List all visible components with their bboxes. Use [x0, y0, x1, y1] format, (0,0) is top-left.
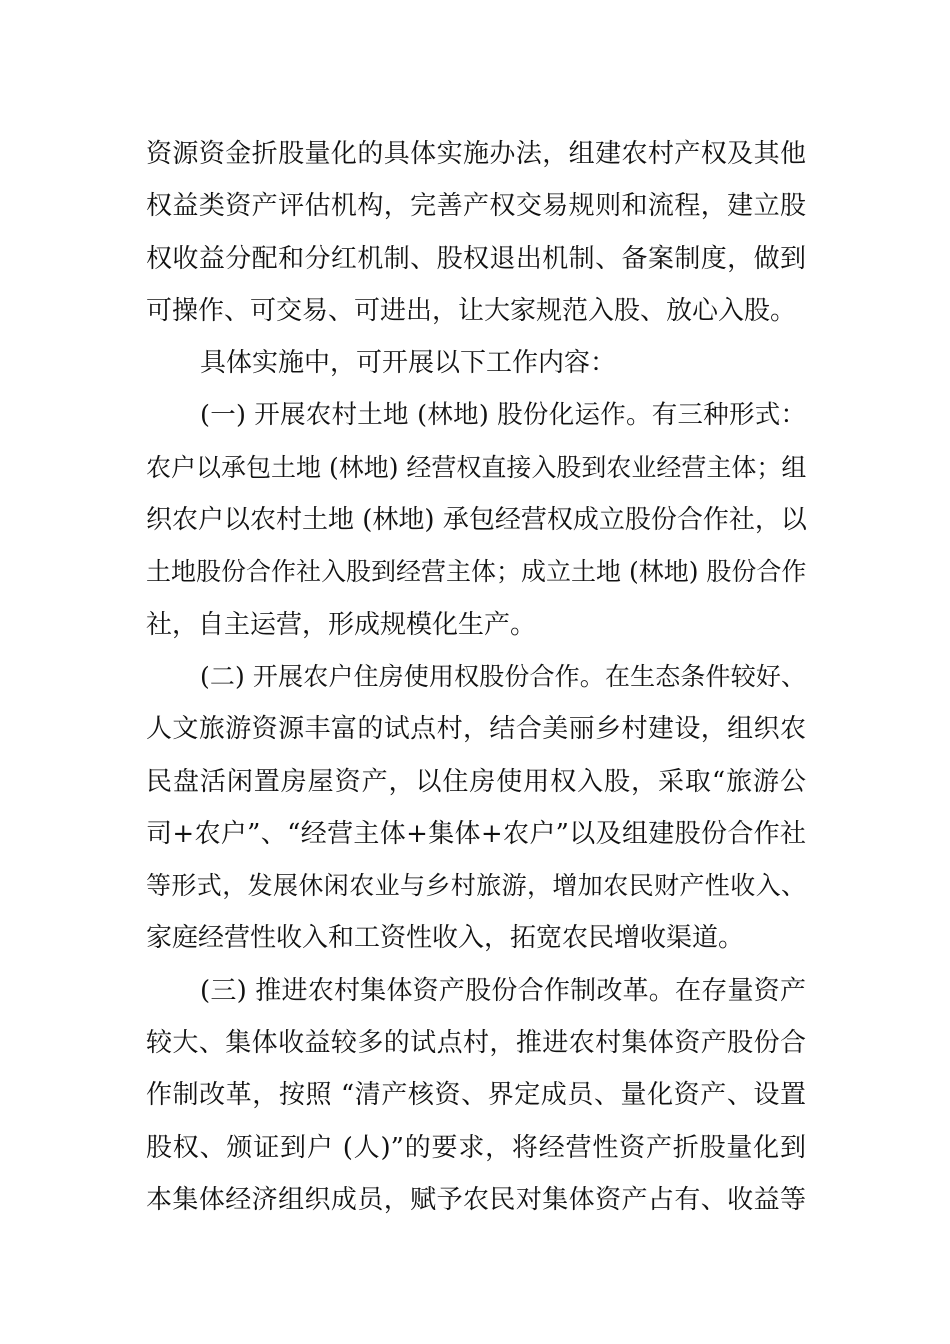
document-body: [146, 128, 806, 1226]
text-line: 权收益分配和分红机制、股权退出机制、备案制度，做到: [146, 243, 806, 274]
text-line: 农户以承包土地 (林地) 经营权直接入股到农业经营主体；组: [146, 452, 807, 482]
text-line: 社，自主运营，形成规模化生产。: [146, 609, 537, 640]
text-line: (二) 开展农户住房使用权股份合作。在生态条件较好、: [200, 661, 806, 691]
text-line: 人文旅游资源丰富的试点村，结合美丽乡村建设，组织农: [146, 714, 806, 745]
text-line: 土地股份合作社入股到经营主体；成立土地 (林地) 股份合作: [146, 557, 807, 587]
text-line: 本集体经济组织成员，赋予农民对集体资产占有、收益等: [146, 1184, 806, 1215]
text-line: 等形式，发展休闲农业与乡村旅游，增加农民财产性收入、: [146, 871, 806, 901]
text-line: 司+农户”、“经营主体+集体+农户”以及组建股份合作社: [146, 818, 806, 849]
text-line: 权益类资产评估机构，完善产权交易规则和流程，建立股: [146, 191, 806, 222]
text-line: 具体实施中，可开展以下工作内容：: [200, 348, 617, 379]
text-line: 较大、集体收益较多的试点村，推进农村集体资产股份合: [146, 1028, 806, 1059]
text-line: 可操作、可交易、可进出，让大家规范入股、放心入股。: [146, 295, 797, 326]
text-line: (三) 推进农村集体资产股份合作制改革。在存量资产: [200, 975, 806, 1006]
text-line: 资源资金折股量化的具体实施办法，组建农村产权及其他: [146, 139, 806, 169]
text-line: 股权、颁证到户 (人)”的要求，将经营性资产折股量化到: [146, 1132, 806, 1163]
text-line: 织农户以农村土地 (林地) 承包经营权成立股份合作社，以: [146, 505, 807, 536]
text-line: (一) 开展农村土地 (林地) 股份化运作。有三种形式：: [200, 400, 806, 431]
text-line: 民盘活闲置房屋资产，以住房使用权入股，采取“旅游公: [146, 766, 806, 797]
text-line: 家庭经营性收入和工资性收入，拓宽农民增收渠道。: [146, 923, 745, 954]
text-line: 作制改革，按照 “清产核资、界定成员、量化资产、设置: [146, 1080, 806, 1111]
